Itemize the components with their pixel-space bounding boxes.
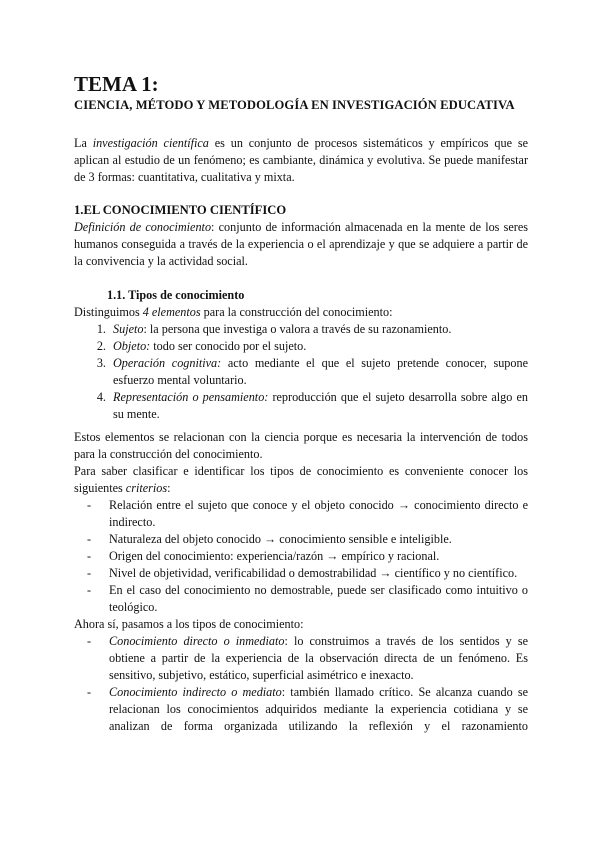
term: Conocimiento directo o inmediato [109,634,285,648]
list-item [109,389,528,423]
list-item: - Nivel de objetividad, verificabilidad o demostrabilidad → científico y no científico. [109,565,528,582]
types-list [74,633,528,735]
elements-lead [74,304,528,321]
text: : lo construimos a través de los sentidos y se obtiene a partir de la experiencia de la observación directa de un fenómeno. Es sensitivo, subjetivo, estático, superficial asimétrico e inexacto. [109,634,528,682]
intro-paragraph [74,135,528,186]
term: Representación o pensamiento: [113,390,269,404]
document-page [74,72,528,735]
text: todo ser conocido por el sujeto. [150,339,307,353]
criteria-lead [74,463,528,497]
document-title: TEMA 1: [74,72,159,96]
relation-paragraph: Estos elementos se relacionan con la ciencia porque es necesaria la intervención de todos para la construcción del conocimiento. [74,430,528,461]
definition-paragraph [74,219,528,270]
term: Operación cognitiva: [113,356,222,370]
types-lead: Ahora sí, pasamos a los tipos de conocimiento: [74,617,304,631]
text: acto mediante el que el sujeto pretende conocer, supone esfuerzo mental voluntario. [113,356,528,387]
document-subtitle: CIENCIA, MÉTODO Y METODOLOGÍA EN INVESTIGACIÓN EDUCATIVA [74,98,515,112]
term: Sujeto [113,322,144,336]
list-item: - Origen del conocimiento: experiencia/razón → empírico y racional. [109,548,528,565]
list-item: - En el caso del conocimiento no demostrable, puede ser clasificado como intuitivo o teológico. [109,582,528,616]
term: Objeto: [113,339,151,353]
elements-list [74,321,528,423]
text: Distinguimos [74,305,143,319]
text: : la persona que investiga o valora a través de su razonamiento. [143,322,452,336]
text: : también llamado crítico. Se alcanza cuando se relacionan los conocimientos adquiridos mediante la experiencia cotidiana y se analizan de forma organizada utilizando la reflexión y el razonamiento [109,685,528,733]
text: Para saber clasificar e identificar los tipos de conocimiento es conveniente conocer los siguientes [74,464,528,495]
list-item [109,321,528,338]
list-item [109,684,528,735]
text: : conjunto de información almacenada en la mente de los seres humanos conseguida a través de la experiencia o el aprendizaje y que se adquiere a partir de la convivencia y la actividad social. [74,220,528,268]
emphasis: criterios [125,481,168,495]
text: reproducción que el sujeto desarrolla sobre algo en su mente. [113,390,528,421]
section-heading: 1.EL CONOCIMIENTO CIENTÍFICO [74,203,287,217]
text: La [74,136,93,150]
term: Definición de conocimiento [74,220,212,234]
list-item: - Relación entre el sujeto que conoce y el objeto conocido → conocimiento directo e indirecto. [109,497,528,531]
list-item [109,338,528,355]
text: es un conjunto de procesos sistemáticos y empíricos que se aplican al estudio de un fenómeno; es cambiante, dinámica y evolutiva. Se puede manifestar de 3 formas: cuantitativa, cualitativa y mixta. [74,136,528,184]
criteria-list [74,497,528,616]
term: Conocimiento indirecto o mediato [109,685,282,699]
text: para la construcción del conocimiento: [200,305,393,319]
list-item [109,633,528,684]
subsection-heading: 1.1. Tipos de conocimiento [107,288,245,302]
text: : [167,481,171,495]
emphasis: 4 elementos [142,305,201,319]
list-item: - Naturaleza del objeto conocido → conocimiento sensible e inteligible. [109,531,528,548]
emphasis: investigación científica [92,136,209,150]
list-item [109,355,528,389]
